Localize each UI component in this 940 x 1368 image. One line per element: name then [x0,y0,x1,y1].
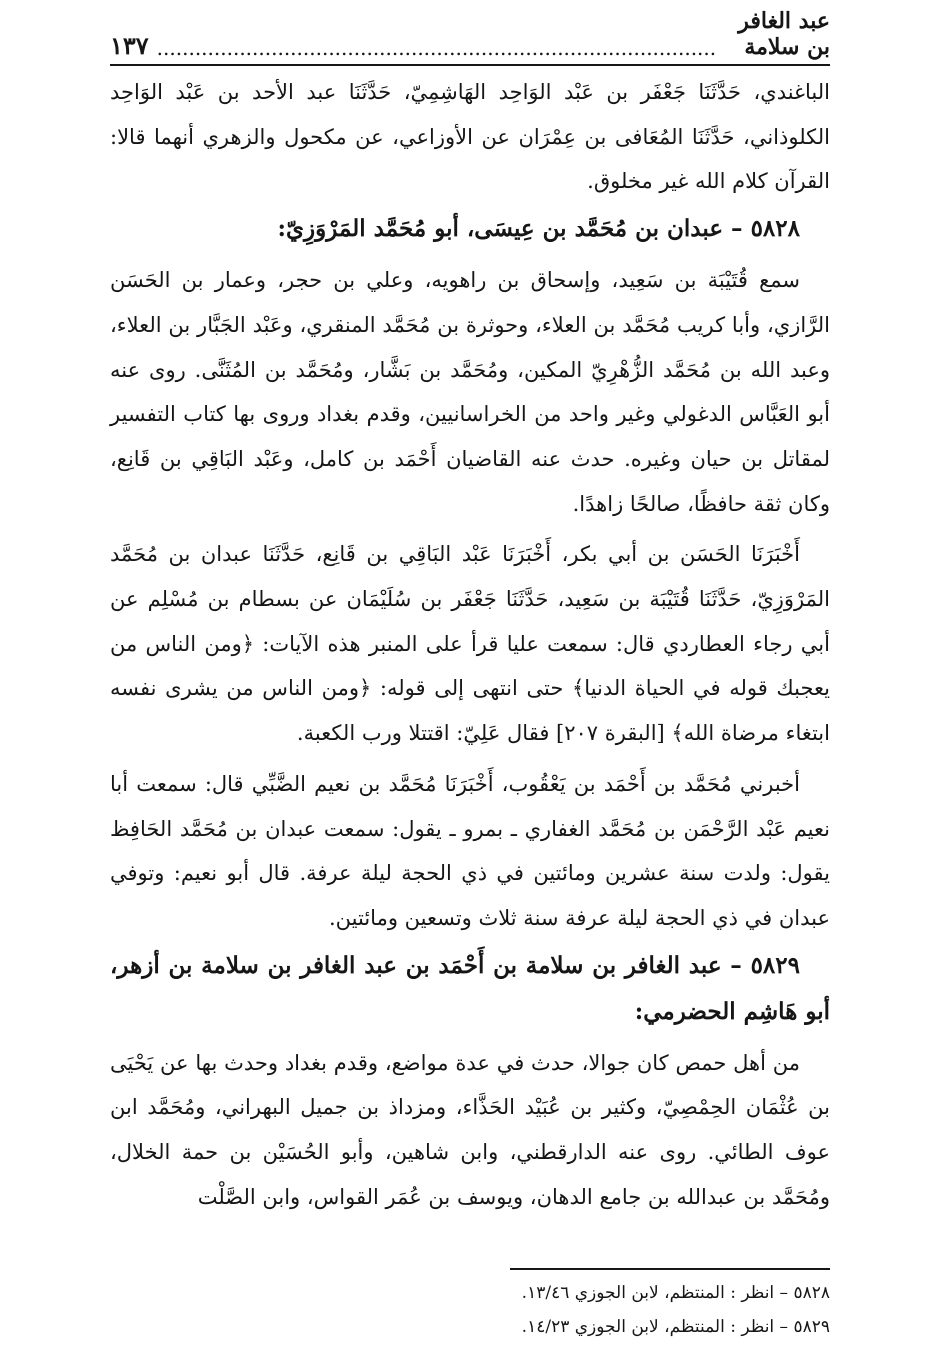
running-head-title: عبد الغافر بن سلامة [738,8,830,60]
continuation-paragraph: الباغندي، حَدَّثَنَا جَعْفَر بن عَبْد الوَاحِد الهَاشِمِيّ، حَدَّثَنَا عبد الأحد بن عَبْد الوَاحِد الكلوذاني، حَدَّثَنَا المُعَافى بن عِمْرَان عن الأوزاعي، عن مكحول والزهري أنهما قالا: القرآن كلام الله غير مخلوق. [110,80,830,194]
entry-5828-heading: ٥٨٢٨ – عبدان بن مُحَمَّد بن عِيسَى، أبو مُحَمَّد المَرْوَزِيّ: [277,215,800,243]
entry-5828-death-report: أخبرني مُحَمَّد بن أَحْمَد بن يَعْقُوب، أَخْبَرَنَا مُحَمَّد بن نعيم الضَّبِّي قال: سمعت أبا نعيم عَبْد الرَّحْمَن بن مُحَمَّد الغفاري ـ بمرو ـ يقول: سمعت عبدان بن مُحَمَّد الحَافِظ يقول: ولدت سنة عشرين ومائتين في ذي الحجة ليلة عرفة. قال أبو نعيم: وتوفي عبدان في ذي الحجة ليلة عرفة سنة ثلاث وتسعين ومائتين. [110,771,830,930]
footnote-5828: ٥٨٢٨ – انظر : المنتظم، لابن الجوزي ١٣/٤٦. [521,1283,830,1303]
running-head [110,8,830,66]
main-text [110,70,830,1219]
entry-5829-heading: ٥٨٢٩ – عبد الغافر بن سلامة بن أَحْمَد بن عبد الغافر بن سلامة بن أزهر، أبو هَاشِم الحضرمي: [110,951,830,1025]
entry-5829-biography: من أهل حمص كان جوالا، حدث في عدة مواضع، وقدم بغداد وحدث بها عن يَحْيَى بن عُثْمَان الحِمْصِيّ، وكثير بن عُبَيْد الحَذَّاء، ومزداذ بن جميل البهراني، ومُحَمَّد ابن عوف الطائي. روى عنه الدارقطني، وابن شاهين، وأبو الحُسَيْن بن حمة الخلال، ومُحَمَّد بن عبدالله بن جامع الدهان، ويوسف بن عُمَر القواس، وابن الصَّلْت [110,1050,830,1209]
footnote-5829: ٥٨٢٩ – انظر : المنتظم، لابن الجوزي ١٤/٢٣. [521,1317,830,1337]
leader-dots: ........................................................................................ [156,36,717,60]
footnotes [510,1268,830,1344]
entry-5828-hadith: أَخْبَرَنَا الحَسَن بن أبي بكر، أَخْبَرَنَا عَبْد البَاقِي بن قَانِع، حَدَّثَنَا عبدان بن مُحَمَّد المَرْوَزِيّ، حَدَّثَنَا قُتَيْبَة بن سَعِيد، حَدَّثَنَا جَعْفَر بن سُلَيْمَان عن بسطام بن مُسْلِم عن أبي رجاء العطاردي قال: سمعت عليا قرأ على المنبر هذه الآيات: ﴿ومن الناس من يعجبك قوله في الحياة الدنيا﴾ حتى انتهى إلى قوله: ﴿ومن الناس من يشرى نفسه ابتغاء مرضاة الله﴾ [البقرة ٢٠٧] فقال عَلِيّ: اقتتلا ورب الكعبة. [110,542,830,746]
entry-5828-biography: سمع قُتَيْبَة بن سَعِيد، وإسحاق بن راهويه، وعلي بن حجر، وعمار بن الحَسَن الرَّازي، وأبا كريب مُحَمَّد بن العلاء، وحوثرة بن مُحَمَّد المنقري، وعَبْد الجَبَّار بن العلاء، وعبد الله بن مُحَمَّد الزُّهْرِيّ المكين، ومُحَمَّد بن بَشَّار، ومُحَمَّد بن المُثَنَّى. روى عنه أبو العَبَّاس الدغولي وغير واحد من الخراسانيين، وقدم بغداد وروى بها كتاب التفسير لمقاتل بن حيان وغيره. حدث عنه القاضيان أَحْمَد بن كامل، وعَبْد البَاقِي بن قَانِع، وكان ثقة حافظًا، صالحًا زاهدًا. [110,268,830,516]
page-number: ١٣٧ [110,31,149,60]
